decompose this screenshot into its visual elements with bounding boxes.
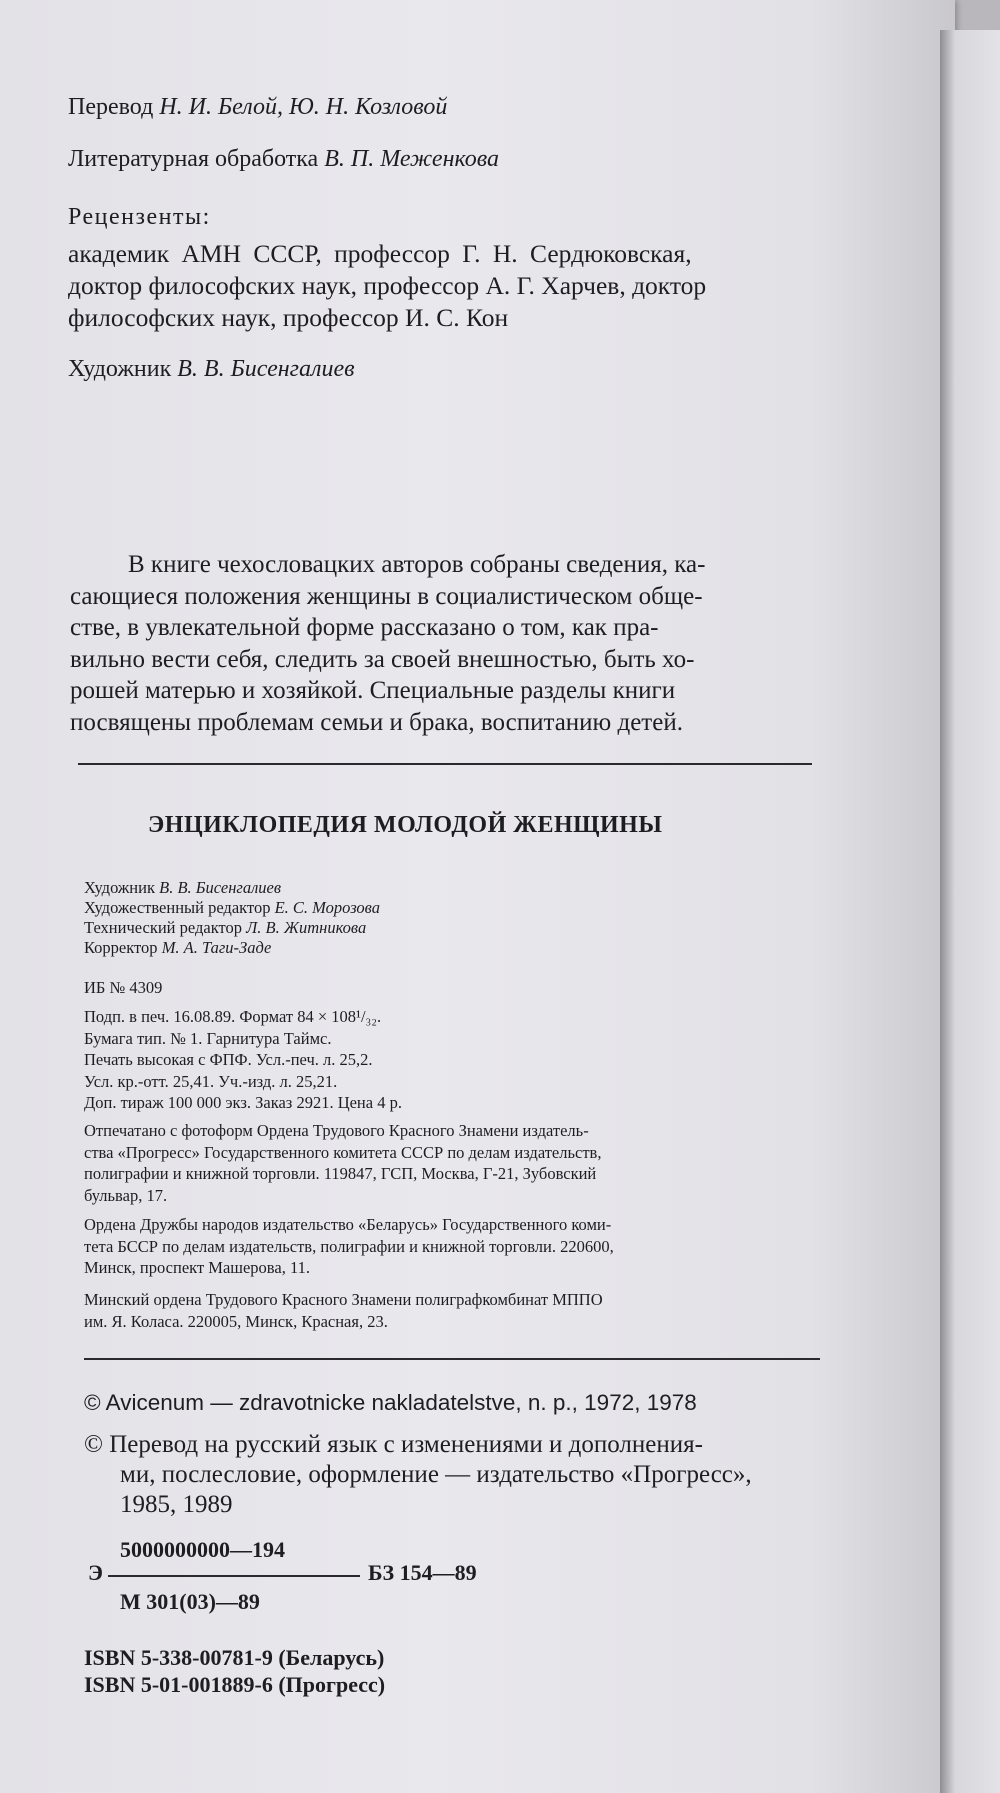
abstract-line: сающиеся положения женщины в социалистическом обще-: [70, 582, 703, 610]
translation-credit: [68, 94, 447, 121]
spec-line: Печать высокая с ФПФ. Усл.-печ. л. 25,2.: [84, 1050, 373, 1069]
bib-bz-code: БЗ 154—89: [368, 1560, 477, 1585]
spec-line: Доп. тираж 100 000 экз. Заказ 2921. Цена 4 р.: [84, 1093, 402, 1112]
isbn-line: ISBN 5-01-001889-6 (Прогресс): [84, 1672, 386, 1697]
bib-numerator: 5000000000—194: [120, 1537, 285, 1562]
staff-name: Е. С. Морозова: [274, 898, 380, 917]
printer-line: бульвар, 17.: [84, 1185, 168, 1205]
staff-row: [84, 918, 380, 938]
printer-line: тета БССР по делам издательств, полиграфии и книжной торговли. 220600,: [84, 1236, 614, 1256]
copyright-line: © Перевод на русский язык с изменениями и дополнения-: [84, 1431, 703, 1458]
printer-info-3: [84, 1289, 603, 1332]
staff-role: Художественный редактор: [84, 898, 271, 917]
reviewers-list: [68, 238, 706, 334]
artist-credit: [68, 356, 355, 383]
staff-name: М. А. Таги-Заде: [161, 938, 272, 957]
spec-line: Бумага тип. № 1. Гарнитура Таймс.: [84, 1028, 332, 1048]
staff-role: Корректор: [84, 938, 158, 957]
isbn-line: ISBN 5-338-00781-9 (Беларусь): [84, 1645, 385, 1670]
artist-name: В. В. Бисенгалиев: [177, 356, 355, 382]
literary-editor-name: В. П. Меженкова: [324, 146, 500, 172]
copyright-translation: [84, 1430, 752, 1520]
fraction-bar: [108, 1575, 360, 1577]
abstract-line: В книге чехословацких авторов собраны сведения, ка-: [128, 551, 706, 578]
ib-number: ИБ № 4309: [84, 978, 163, 997]
printer-line: ства «Прогресс» Государственного комитета СССР по делам издательств,: [84, 1142, 602, 1162]
staff-name: Л. В. Житникова: [246, 918, 367, 937]
printer-line: им. Я. Коласа. 220005, Минск, Красная, 23.: [84, 1311, 388, 1331]
artist-label: Художник: [68, 356, 172, 382]
abstract-line: стве, в увлекательной форме рассказано о том, как пра-: [70, 614, 659, 641]
book-title: ЭНЦИКЛОПЕДИЯ МОЛОДОЙ ЖЕНЩИНЫ: [148, 812, 663, 838]
reviewers-line: академик АМН СССР, профессор Г. Н. Сердюковская,: [68, 239, 692, 268]
bib-letter: Э: [88, 1560, 103, 1585]
printer-line: полиграфии и книжной торговли. 119847, ГСП, Москва, Г-21, Зубовский: [84, 1164, 597, 1183]
spec-line: Подп. в печ. 16.08.89. Формат 84 × 108¹/₃₂.: [84, 1007, 382, 1026]
literary-label: Литературная обработка: [68, 146, 319, 172]
translation-label: Перевод: [68, 94, 154, 120]
printer-line: Минский ордена Трудового Красного Знамени полиграфкомбинат МППО: [84, 1290, 603, 1309]
bib-denominator: М 301(03)—89: [120, 1589, 260, 1614]
reviewers-heading: Рецензенты:: [68, 204, 211, 230]
staff-row: [84, 878, 380, 898]
printer-line: Отпечатано с фотоформ Ордена Трудового Красного Знамени издатель-: [84, 1121, 589, 1140]
divider-rule: [78, 763, 812, 765]
spec-line: Усл. кр.-отт. 25,41. Уч.-изд. л. 25,21.: [84, 1071, 338, 1091]
staff-name: В. В. Бисенгалиев: [159, 878, 281, 897]
copyright-original: © Avicenum — zdravotnicke nakladatelstve, n. p., 1972, 1978: [84, 1390, 697, 1415]
copyright-line: 1985, 1989: [120, 1491, 233, 1518]
adjacent-page-edge: [940, 30, 1000, 1793]
abstract-line: посвящены проблемам семьи и брака, воспитанию детей.: [70, 708, 683, 736]
staff-role: Технический редактор: [84, 918, 242, 937]
literary-credit: [68, 146, 499, 173]
copyright-line: ми, послесловие, оформление — издательство «Прогресс»,: [120, 1461, 752, 1488]
printer-info-1: [84, 1120, 601, 1206]
reviewers-line: философских наук, профессор И. С. Кон: [68, 303, 509, 332]
book-abstract: [70, 549, 705, 738]
isbn-block: [84, 1644, 385, 1698]
printer-info-2: [84, 1214, 614, 1279]
divider-rule: [84, 1358, 820, 1360]
staff-list: [84, 878, 380, 958]
staff-role: Художник: [84, 878, 155, 897]
abstract-line: вильно вести себя, следить за своей внешностью, быть хо-: [70, 645, 695, 673]
reviewers-line: доктор философских наук, профессор А. Г. Харчев, доктор: [68, 271, 707, 300]
translators-names: Н. И. Белой, Ю. Н. Козловой: [159, 94, 448, 120]
printer-line: Ордена Дружбы народов издательство «Беларусь» Государственного коми-: [84, 1215, 612, 1234]
print-specs: [84, 1006, 402, 1114]
abstract-line: рошей матерью и хозяйкой. Специальные разделы книги: [70, 677, 676, 704]
printer-line: Минск, проспект Машерова, 11.: [84, 1258, 310, 1277]
staff-row: [84, 898, 380, 918]
staff-row: [84, 938, 380, 958]
